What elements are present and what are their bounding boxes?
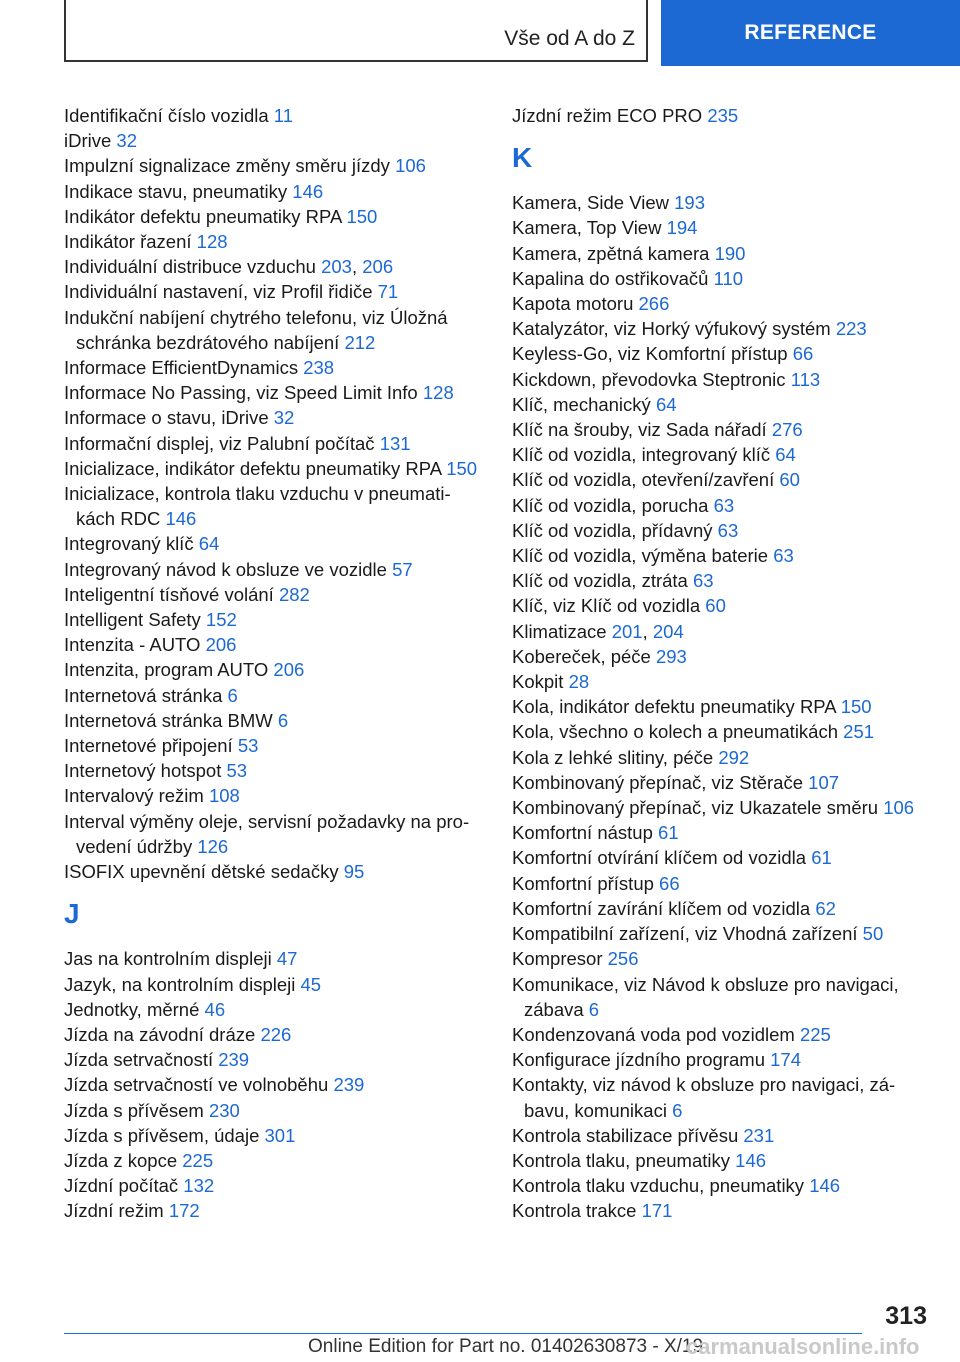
index-entry: [512, 215, 932, 240]
index-entry-term: Jízdní režim ECO PRO: [512, 105, 703, 126]
index-page-link[interactable]: 239: [218, 1049, 250, 1071]
index-entry-term: Individuální nastavení, viz Profil řidiče: [64, 281, 373, 303]
index-entry: [512, 644, 932, 669]
index-entry-term: Kickdown, převodovka Steptronic: [512, 368, 786, 390]
index-page-link[interactable]: 63: [717, 519, 739, 541]
index-entry: [64, 1148, 494, 1173]
index-page-link[interactable]: 132: [183, 1175, 215, 1197]
index-entry: [512, 896, 932, 921]
index-entry: [512, 694, 932, 719]
index-entry: [64, 972, 494, 997]
index-entry: [512, 593, 932, 618]
index-entry-term: Kamera, zpětná kamera: [512, 242, 710, 264]
index-page-link[interactable]: 226: [260, 1023, 292, 1045]
index-entry-term: Inicializace, indikátor defektu pneumatiky RPA: [64, 457, 442, 479]
index-entry: [64, 1173, 494, 1198]
index-entry-term: Jízda setrvačností ve volnoběhu: [64, 1074, 329, 1096]
index-page-link[interactable]: 206: [273, 659, 305, 681]
index-entry: [512, 719, 932, 744]
index-page-link[interactable]: 66: [792, 343, 814, 365]
index-page-link[interactable]: 150: [446, 457, 478, 479]
index-entry: [64, 305, 494, 355]
index-entry-term: Inicializace, kontrola tlaku vzduchu v pneumati‐ kách RDC: [64, 483, 451, 530]
index-entry: [512, 518, 932, 543]
index-entry-term: Kontrola trakce: [512, 1200, 637, 1222]
index-entry: [512, 795, 932, 820]
index-page-link[interactable]: 107: [808, 771, 840, 793]
index-entry: [64, 1072, 494, 1097]
index-entry: [64, 204, 494, 229]
index-entry-term: Keyless-Go, viz Komfortní přístup: [512, 343, 788, 365]
index-page-link[interactable]: 32: [116, 130, 137, 152]
index-entry: [64, 557, 494, 582]
index-entry: [512, 392, 932, 417]
index-entry: [512, 493, 932, 518]
index-entry-term: Internetová stránka: [64, 684, 223, 706]
index-entry-term: Komfortní přístup: [512, 872, 654, 894]
index-entry: [512, 1173, 932, 1198]
index-entry-term: Klíč od vozidla, otevření/zavření: [512, 469, 775, 491]
index-entry-term: Individuální distribuce vzduchu: [64, 256, 316, 278]
index-entry-term: Jednotky, měrné: [64, 998, 200, 1020]
index-entry-term: Kondenzovaná voda pod vozidlem: [512, 1023, 795, 1045]
index-entry: [512, 316, 932, 341]
index-page-link[interactable]: 47: [276, 948, 298, 970]
index-page-link[interactable]: 66: [659, 872, 680, 894]
index-page-link[interactable]: 6: [277, 709, 289, 731]
index-page-link[interactable]: 256: [607, 948, 639, 970]
index-page-link[interactable]: 194: [666, 217, 698, 239]
index-page-link[interactable]: 131: [379, 432, 411, 454]
index-page-link[interactable]: 146: [735, 1149, 767, 1171]
index-entry: [512, 190, 932, 215]
index-entry: [512, 1198, 932, 1223]
index-page-link[interactable]: 63: [773, 545, 794, 567]
index-entry-term: Klíč od vozidla, výměna baterie: [512, 545, 769, 567]
index-page-link[interactable]: 53: [226, 760, 248, 782]
index-entry: [64, 758, 494, 783]
index-page-link[interactable]: 146: [292, 180, 324, 202]
index-page-link[interactable]: 301: [264, 1124, 296, 1146]
index-entry-term: Komfortní otvírání klíčem od vozidla: [512, 847, 807, 869]
index-page-link[interactable]: 128: [422, 382, 454, 404]
index-page-link[interactable]: 60: [779, 469, 800, 491]
index-entry: [512, 745, 932, 770]
index-entry-term: Identifikační číslo vozidla: [64, 105, 269, 126]
index-page-link[interactable]: 225: [799, 1023, 831, 1045]
index-entry: [64, 607, 494, 632]
index-entry-term: Inteligentní tísňové volání: [64, 583, 274, 605]
index-entry: [512, 1022, 932, 1047]
index-entry-term: Kamera, Side View: [512, 192, 669, 214]
index-page-link[interactable]: 95: [343, 861, 365, 883]
index-page-link[interactable]: 150: [346, 205, 378, 227]
index-entry-term: Jízda s přívěsem, údaje: [64, 1124, 260, 1146]
index-entry-term: Komfortní nástup: [512, 822, 653, 844]
index-page-link[interactable]: 50: [862, 923, 884, 945]
index-page-link[interactable]: 150: [840, 696, 872, 718]
index-entry: [64, 733, 494, 758]
index-entry: [512, 241, 932, 266]
index-entry-term: Jízdní režim: [64, 1200, 164, 1222]
index-entry: [64, 431, 494, 456]
index-entry: [64, 683, 494, 708]
index-entry-term: Jízda s přívěsem: [64, 1099, 204, 1121]
index-entry: [64, 405, 494, 430]
index-entry-term: Intenzita - AUTO: [64, 634, 201, 656]
index-page-link[interactable]: 174: [770, 1049, 801, 1071]
index-entry-term: Kamera, Top View: [512, 217, 662, 239]
index-entry-term: Jízdní počítač: [64, 1175, 179, 1197]
index-entry-term: Jízda setrvačností: [64, 1049, 214, 1071]
index-entry-term: Kombinovaný přepínač, viz Ukazatele směru: [512, 797, 879, 819]
index-entry-term: Informace o stavu, iDrive: [64, 407, 269, 429]
index-page-link[interactable]: 293: [655, 645, 687, 667]
index-page-link[interactable]: 128: [196, 231, 228, 253]
index-page-link[interactable]: 251: [843, 721, 875, 743]
index-page-link[interactable]: 61: [658, 822, 679, 844]
index-page-link[interactable]: 6: [227, 684, 238, 706]
index-entry-term: Kokpit: [512, 671, 564, 693]
index-page-link[interactable]: 204: [652, 620, 684, 642]
index-page-link[interactable]: 64: [198, 533, 220, 555]
index-page-link[interactable]: 106: [395, 155, 426, 177]
index-entry: [64, 997, 494, 1022]
index-entry-term: Klimatizace: [512, 620, 607, 642]
index-entry: [512, 871, 932, 896]
index-entry: [512, 972, 932, 1022]
index-entry: [64, 708, 494, 733]
index-page-link[interactable]: 32: [273, 407, 295, 429]
index-page-link[interactable]: 206: [362, 256, 394, 278]
index-page-link[interactable]: 146: [809, 1175, 841, 1197]
index-entry-term: Kontakty, viz návod k obsluze pro navigaci, zá‐ bavu, komunikaci: [512, 1074, 896, 1121]
index-page-link[interactable]: 28: [568, 671, 590, 693]
index-entry: [64, 481, 494, 531]
index-entry: [512, 1148, 932, 1173]
index-entry-term: Klíč od vozidla, porucha: [512, 494, 709, 516]
index-entry-term: Klíč od vozidla, ztráta: [512, 570, 688, 592]
index-entry-term: Intelligent Safety: [64, 609, 201, 631]
index-entry: [64, 1098, 494, 1123]
index-entry-term: Kontrola tlaku vzduchu, pneumatiky: [512, 1175, 805, 1197]
index-page-link[interactable]: 230: [208, 1099, 240, 1121]
index-page-link[interactable]: 6: [588, 998, 600, 1020]
index-page-link[interactable]: 63: [692, 570, 714, 592]
index-page-link[interactable]: 203: [321, 256, 352, 278]
index-entry-term: Informační displej, viz Palubní počítač: [64, 432, 375, 454]
index-page-link[interactable]: 193: [674, 192, 706, 214]
index-entry-term: Kompatibilní zařízení, viz Vhodná zařízení: [512, 923, 858, 945]
index-entry-term: Intervalový režim: [64, 785, 204, 807]
index-entry-term: Indikátor řazení: [64, 231, 192, 253]
index-entry: [512, 820, 932, 845]
index-entry-term: Kola, indikátor defektu pneumatiky RPA: [512, 696, 836, 718]
index-entry-term: Klíč, viz Klíč od vozidla: [512, 595, 701, 617]
index-entry-term: Internetová stránka BMW: [64, 709, 273, 731]
index-entry-term: Indukční nabíjení chytrého telefonu, viz Úložná schránka bezdrátového nabíjení: [64, 306, 448, 353]
index-entry-term: Internetové připojení: [64, 735, 233, 757]
index-page-link[interactable]: 235: [707, 105, 739, 126]
index-page-link[interactable]: 276: [771, 419, 803, 441]
index-letter-heading: J: [64, 898, 80, 930]
index-page-link[interactable]: 126: [197, 835, 229, 857]
index-entry: [64, 179, 494, 204]
index-entry-term: Kompresor: [512, 948, 603, 970]
index-page-link[interactable]: 190: [714, 242, 746, 264]
index-entry-term: Informace No Passing, viz Speed Limit Info: [64, 382, 418, 404]
index-column-left: [64, 103, 494, 1224]
index-letter-heading: K: [512, 142, 533, 174]
index-page-link[interactable]: 57: [392, 558, 413, 580]
index-entry: [512, 266, 932, 291]
index-page-link[interactable]: 225: [182, 1149, 214, 1171]
header-section-title: Vše od A do Z: [504, 27, 635, 50]
index-page-link[interactable]: 71: [377, 281, 399, 303]
index-page-link[interactable]: 108: [208, 785, 240, 807]
index-entry-term: Konfigurace jízdního programu: [512, 1049, 765, 1071]
index-entry-term: Klíč, mechanický: [512, 393, 651, 415]
index-page-link[interactable]: 171: [641, 1200, 673, 1222]
index-entry: [64, 380, 494, 405]
index-entry-term: Kobereček, péče: [512, 645, 651, 667]
index-entry-term: Kontrola stabilizace přívěsu: [512, 1124, 739, 1146]
index-page-link[interactable]: 64: [655, 393, 677, 415]
index-entry-term: ISOFIX upevnění dětské sedačky: [64, 861, 339, 883]
index-entry-term: Kombinovaný přepínač, viz Stěrače: [512, 771, 804, 793]
index-entry: [512, 669, 932, 694]
index-page-link[interactable]: 53: [237, 735, 259, 757]
index-entry: [512, 103, 932, 128]
index-page-link[interactable]: 62: [815, 897, 836, 919]
index-entry: [512, 1072, 932, 1122]
index-page-link[interactable]: 61: [811, 847, 832, 869]
index-entry-term: Integrovaný návod k obsluze ve vozidle: [64, 558, 387, 580]
index-entry-term: Kapota motoru: [512, 293, 634, 315]
index-page-link[interactable]: 231: [743, 1124, 775, 1146]
index-entry: [512, 442, 932, 467]
header-reference-tab[interactable]: REFERENCE: [661, 0, 960, 66]
index-page-link[interactable]: 64: [775, 444, 796, 466]
index-page-link[interactable]: 63: [713, 494, 735, 516]
index-entry-term: Klíč od vozidla, integrovaný klíč: [512, 444, 771, 466]
index-page-link[interactable]: 292: [718, 746, 750, 768]
index-entry: [64, 783, 494, 808]
index-entry-term: Kola z lehké slitiny, péče: [512, 746, 714, 768]
index-entry: [512, 341, 932, 366]
index-page-link[interactable]: 239: [333, 1074, 365, 1096]
index-entry-term: Kola, všechno o kolech a pneumatikách: [512, 721, 839, 743]
index-entry: [64, 103, 494, 128]
index-page-link[interactable]: 172: [168, 1200, 200, 1222]
index-entry: [512, 543, 932, 568]
index-entry: [64, 1022, 494, 1047]
index-page-link[interactable]: 201: [611, 620, 643, 642]
index-entry: [64, 1047, 494, 1072]
index-entry: [512, 1123, 932, 1148]
index-page-link[interactable]: 106: [883, 797, 915, 819]
index-entry: [64, 153, 494, 178]
index-entry-term: Interval výměny oleje, servisní požadavky na pro‐ vedení údržby: [64, 810, 470, 857]
index-entry-term: Indikátor defektu pneumatiky RPA: [64, 205, 342, 227]
index-entry-term: Integrovaný klíč: [64, 533, 194, 555]
index-page-link[interactable]: 6: [672, 1099, 683, 1121]
index-entry: [64, 128, 494, 153]
index-entry-term: Klíč od vozidla, přídavný: [512, 519, 713, 541]
index-entry-term: Jas na kontrolním displeji: [64, 948, 272, 970]
index-page-link[interactable]: 212: [344, 331, 376, 353]
index-entry-term: Informace EfficientDynamics: [64, 357, 299, 379]
index-entry-term: Internetový hotspot: [64, 760, 222, 782]
index-entry: [512, 1047, 932, 1072]
index-entry-term: Komunikace, viz Návod k obsluze pro navigaci, zábava: [512, 973, 899, 1020]
index-entry: [64, 859, 494, 884]
index-entry: [512, 921, 932, 946]
index-entry: [64, 1123, 494, 1148]
index-entry-term: Klíč na šrouby, viz Sada nářadí: [512, 419, 767, 441]
page-number: 313: [885, 1302, 927, 1330]
index-page-link[interactable]: 152: [205, 609, 237, 631]
index-page-link[interactable]: 11: [273, 105, 293, 126]
index-page-link[interactable]: 223: [835, 318, 867, 340]
index-entry: Klimatizace 201, 204: [512, 620, 684, 642]
index-entry-term: Kapalina do ostřikovačů: [512, 267, 709, 289]
index-page-link[interactable]: 110: [713, 267, 744, 289]
index-entry: [64, 582, 494, 607]
index-entry-term: Katalyzátor, viz Horký výfukový systém: [512, 318, 831, 340]
index-entry: [64, 946, 494, 971]
index-page-link[interactable]: 60: [705, 595, 726, 617]
index-entry: [512, 568, 932, 593]
index-entry: [64, 1198, 494, 1223]
index-entry: [64, 229, 494, 254]
index-entry: [64, 456, 494, 481]
index-page-link[interactable]: 206: [205, 634, 237, 656]
index-page-link[interactable]: 146: [165, 508, 197, 530]
index-entry: [512, 770, 932, 795]
index-column-right: [512, 103, 932, 1224]
index-entry: Individuální distribuce vzduchu 203, 206: [64, 256, 394, 278]
index-entry-term: Impulzní signalizace změny směru jízdy: [64, 155, 390, 177]
index-entry: [64, 657, 494, 682]
index-entry: [64, 809, 494, 859]
index-entry: [512, 367, 932, 392]
index-page-link[interactable]: 266: [638, 293, 670, 315]
index-entry-term: iDrive: [64, 130, 112, 152]
index-entry: [64, 531, 494, 556]
index-entry: [64, 355, 494, 380]
index-entry-term: Intenzita, program AUTO: [64, 659, 269, 681]
footer-edition-text: Online Edition for Part no. 01402630873 - X/19: [308, 1336, 704, 1357]
index-entry-term: Jízda z kopce: [64, 1149, 178, 1171]
index-entry: [512, 291, 932, 316]
index-page-link[interactable]: 282: [278, 583, 310, 605]
index-page-link[interactable]: 46: [204, 998, 226, 1020]
index-entry: [512, 417, 932, 442]
index-page-link[interactable]: 113: [790, 368, 821, 390]
index-page-link[interactable]: 238: [303, 357, 335, 379]
index-entry-term: Jízda na závodní dráze: [64, 1023, 256, 1045]
index-entry: [512, 946, 932, 971]
index-entry-term: Indikace stavu, pneumatiky: [64, 180, 288, 202]
index-entry: [64, 279, 494, 304]
index-page-link[interactable]: 45: [300, 973, 322, 995]
index-entry-term: Komfortní zavírání klíčem od vozidla: [512, 897, 811, 919]
index-entry: [512, 467, 932, 492]
watermark-text: carmanualsonline.info: [686, 1334, 920, 1359]
index-entry: [64, 632, 494, 657]
index-entry-term: Jazyk, na kontrolním displeji: [64, 973, 296, 995]
index-entry: [512, 845, 932, 870]
index-entry-term: Kontrola tlaku, pneumatiky: [512, 1149, 731, 1171]
